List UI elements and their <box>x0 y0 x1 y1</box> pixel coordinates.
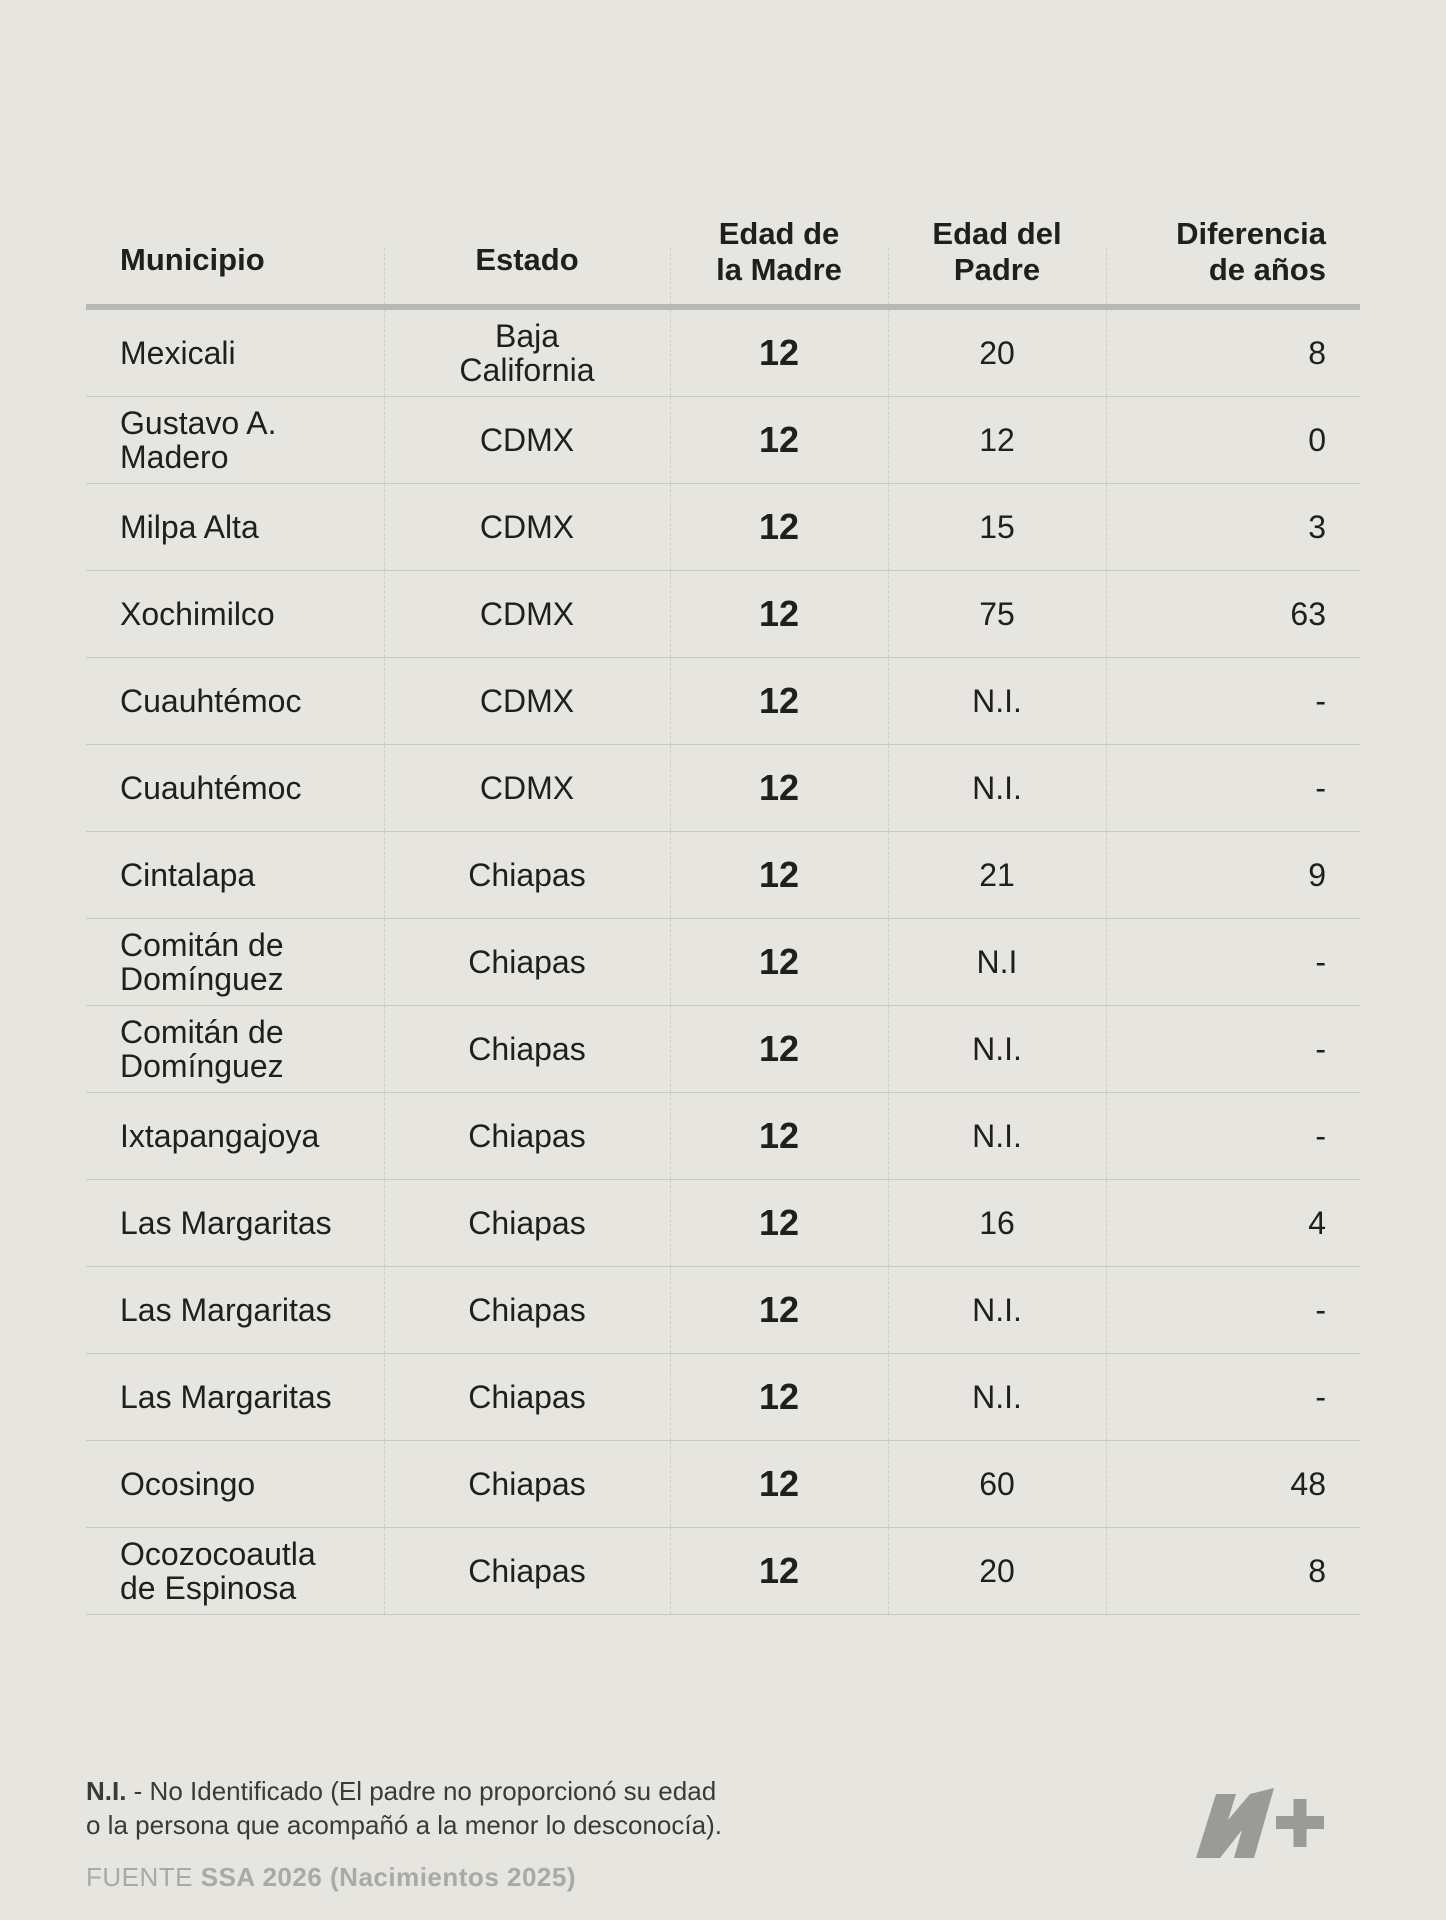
cell-diferencia: 8 <box>1106 310 1360 396</box>
cell-edad-padre: 60 <box>888 1441 1106 1527</box>
cell-estado: CDMX <box>384 484 670 570</box>
cell-municipio: Comitán de Domínguez <box>120 1014 284 1084</box>
table-row <box>86 919 1360 1006</box>
cell-diferencia: - <box>1106 1267 1360 1353</box>
cell-estado: CDMX <box>384 397 670 483</box>
cell-diferencia: 9 <box>1106 832 1360 918</box>
cell-municipio: Gustavo A. Madero <box>120 405 277 475</box>
cell-estado: Chiapas <box>384 832 670 918</box>
cell-edad-padre: 75 <box>888 571 1106 657</box>
cell-estado: Chiapas <box>384 1441 670 1527</box>
table-row <box>86 1441 1360 1528</box>
source-line <box>86 1862 576 1893</box>
cell-diferencia: - <box>1106 658 1360 744</box>
table-row <box>86 484 1360 571</box>
cell-edad-madre: 12 <box>670 745 888 831</box>
footnote-abbr: N.I. <box>86 1776 127 1806</box>
table-header <box>86 198 1360 310</box>
header-edad-padre: Edad del Padre <box>888 198 1106 304</box>
cell-edad-padre: 20 <box>888 310 1106 396</box>
cell-edad-madre: 12 <box>670 1441 888 1527</box>
table-row <box>86 397 1360 484</box>
cell-estado: Chiapas <box>384 919 670 1005</box>
footnote <box>86 1774 846 1842</box>
cell-diferencia: - <box>1106 1093 1360 1179</box>
cell-edad-madre: 12 <box>670 310 888 396</box>
cell-diferencia: - <box>1106 1354 1360 1440</box>
cell-municipio: Milpa Alta <box>120 509 259 545</box>
header-municipio: Municipio <box>120 242 265 277</box>
cell-estado: CDMX <box>384 745 670 831</box>
cell-edad-padre: N.I. <box>888 745 1106 831</box>
cell-diferencia: - <box>1106 919 1360 1005</box>
cell-municipio: Xochimilco <box>120 596 275 632</box>
cell-edad-padre: N.I. <box>888 658 1106 744</box>
cell-diferencia: - <box>1106 1006 1360 1092</box>
cell-estado: Chiapas <box>384 1354 670 1440</box>
cell-municipio: Cuauhtémoc <box>120 683 302 719</box>
cell-estado: Baja California <box>384 310 670 396</box>
cell-municipio: Mexicali <box>120 335 236 371</box>
table-row <box>86 745 1360 832</box>
cell-municipio: Ixtapangajoya <box>120 1118 320 1154</box>
source-label: FUENTE <box>86 1862 201 1892</box>
cell-edad-padre: 12 <box>888 397 1106 483</box>
footnote-text: - No Identificado (El padre no proporcionó su edad o la persona que acompañó a la menor lo desconocía). <box>86 1776 722 1840</box>
cell-edad-madre: 12 <box>670 832 888 918</box>
cell-edad-madre: 12 <box>670 397 888 483</box>
cell-edad-padre: 20 <box>888 1528 1106 1614</box>
cell-edad-padre: 15 <box>888 484 1106 570</box>
table-row <box>86 1093 1360 1180</box>
cell-edad-padre: N.I. <box>888 1354 1106 1440</box>
cell-edad-madre: 12 <box>670 1528 888 1614</box>
cell-estado: CDMX <box>384 571 670 657</box>
cell-diferencia: - <box>1106 745 1360 831</box>
cell-edad-madre: 12 <box>670 1354 888 1440</box>
table-row <box>86 1180 1360 1267</box>
cell-edad-padre: 21 <box>888 832 1106 918</box>
header-estado: Estado <box>384 198 670 304</box>
cell-municipio: Las Margaritas <box>120 1292 332 1328</box>
data-table <box>86 198 1360 1615</box>
cell-municipio: Ocosingo <box>120 1466 256 1502</box>
table-row <box>86 310 1360 397</box>
cell-diferencia: 8 <box>1106 1528 1360 1614</box>
header-edad-madre: Edad de la Madre <box>670 198 888 304</box>
cell-municipio: Las Margaritas <box>120 1379 332 1415</box>
cell-municipio: Cintalapa <box>120 857 256 893</box>
header-diferencia: Diferencia de años <box>1106 198 1360 304</box>
table-row <box>86 1354 1360 1441</box>
cell-estado: Chiapas <box>384 1093 670 1179</box>
table-row <box>86 658 1360 745</box>
n-plus-logo-icon <box>1194 1786 1332 1860</box>
cell-estado: Chiapas <box>384 1180 670 1266</box>
source-value: SSA 2026 (Nacimientos 2025) <box>200 1862 576 1892</box>
cell-edad-padre: N.I. <box>888 1093 1106 1179</box>
cell-edad-madre: 12 <box>670 1006 888 1092</box>
cell-edad-madre: 12 <box>670 1093 888 1179</box>
cell-municipio: Ocozocoautla de Espinosa <box>120 1536 316 1606</box>
table-row <box>86 1267 1360 1354</box>
cell-edad-madre: 12 <box>670 1267 888 1353</box>
cell-edad-madre: 12 <box>670 919 888 1005</box>
cell-edad-madre: 12 <box>670 571 888 657</box>
cell-diferencia: 4 <box>1106 1180 1360 1266</box>
table-row <box>86 1528 1360 1615</box>
cell-edad-padre: 16 <box>888 1180 1106 1266</box>
cell-diferencia: 3 <box>1106 484 1360 570</box>
cell-municipio: Las Margaritas <box>120 1205 332 1241</box>
cell-estado: Chiapas <box>384 1528 670 1614</box>
table-row <box>86 832 1360 919</box>
cell-edad-padre: N.I. <box>888 1006 1106 1092</box>
table-body <box>86 310 1360 1615</box>
table-row <box>86 571 1360 658</box>
cell-estado: Chiapas <box>384 1267 670 1353</box>
cell-edad-padre: N.I <box>888 919 1106 1005</box>
cell-edad-madre: 12 <box>670 484 888 570</box>
cell-diferencia: 63 <box>1106 571 1360 657</box>
cell-edad-padre: N.I. <box>888 1267 1106 1353</box>
cell-municipio: Cuauhtémoc <box>120 770 302 806</box>
cell-municipio: Comitán de Domínguez <box>120 927 284 997</box>
cell-edad-madre: 12 <box>670 658 888 744</box>
table-row <box>86 1006 1360 1093</box>
cell-diferencia: 48 <box>1106 1441 1360 1527</box>
cell-estado: Chiapas <box>384 1006 670 1092</box>
cell-estado: CDMX <box>384 658 670 744</box>
cell-edad-madre: 12 <box>670 1180 888 1266</box>
cell-diferencia: 0 <box>1106 397 1360 483</box>
